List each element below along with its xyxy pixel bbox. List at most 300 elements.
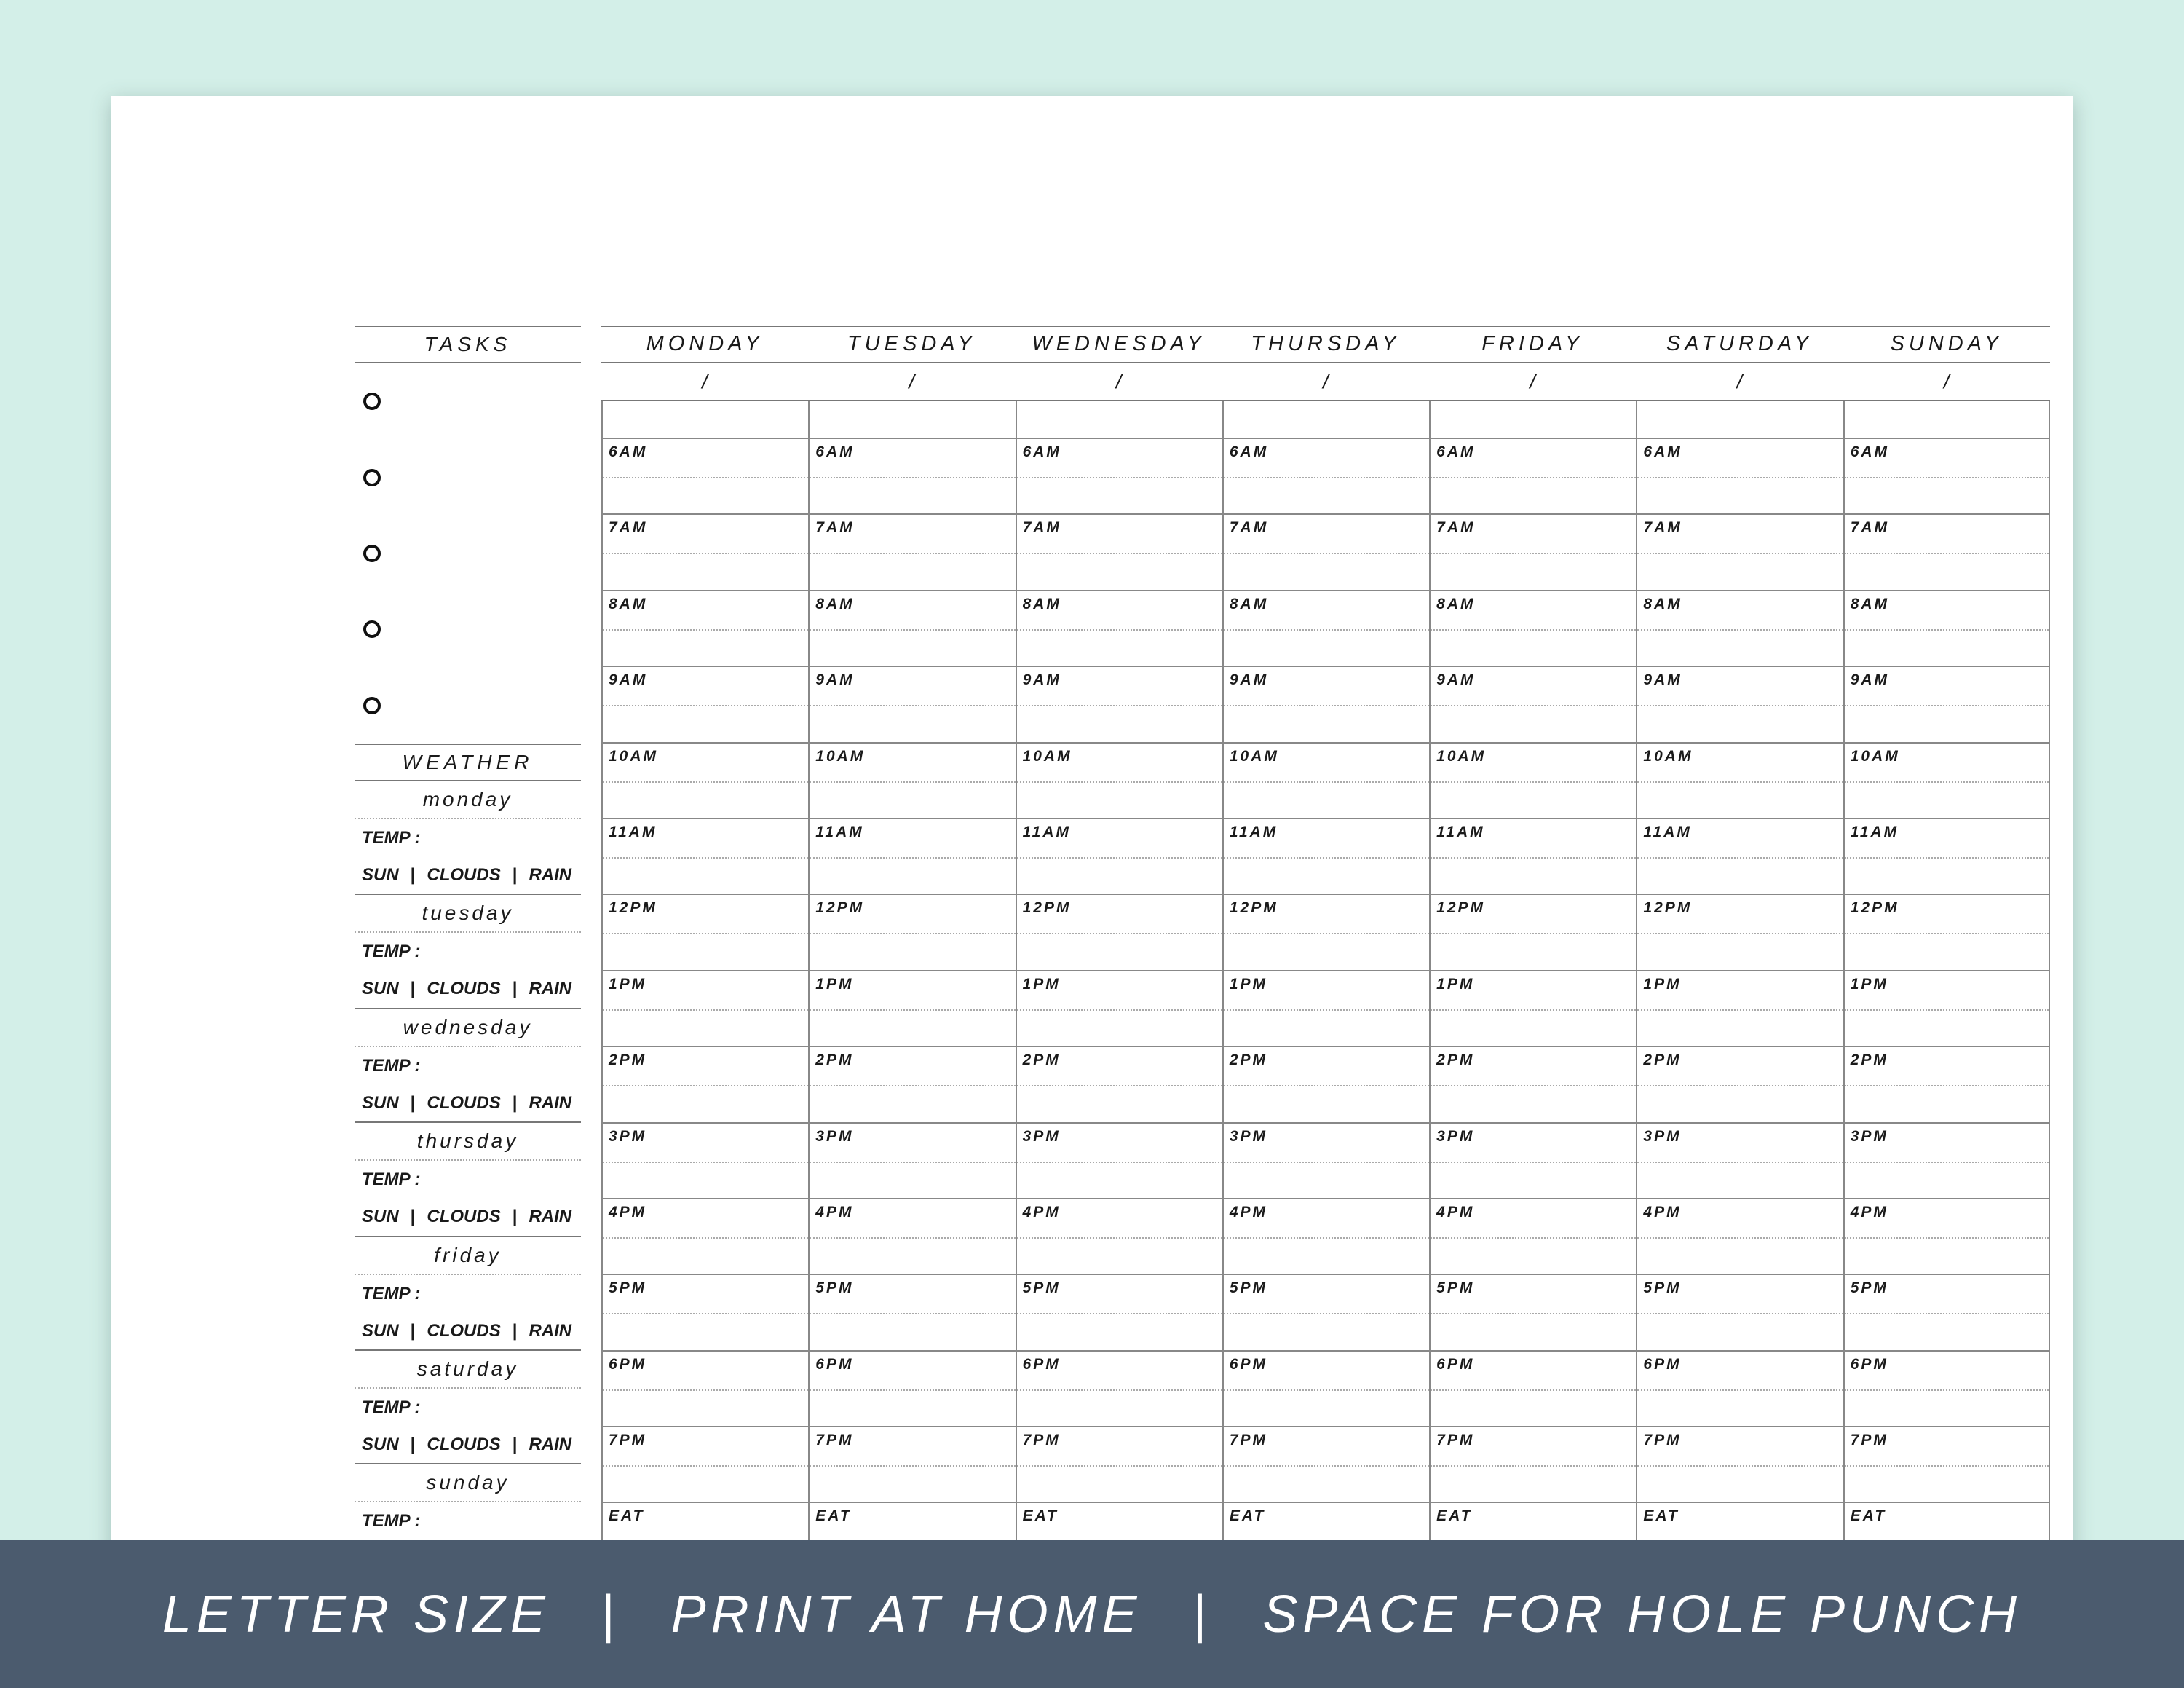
time-slot[interactable] bbox=[1017, 1199, 1222, 1275]
day-column bbox=[1636, 326, 1843, 1576]
blank-slot[interactable] bbox=[1845, 401, 2049, 439]
time-slot[interactable] bbox=[1017, 515, 1222, 591]
checkbox-circle-icon[interactable] bbox=[363, 697, 381, 714]
half-hour-rule bbox=[1224, 933, 1429, 934]
day-column bbox=[601, 326, 808, 1576]
day-column bbox=[1429, 326, 1636, 1576]
half-hour-rule bbox=[1017, 1162, 1222, 1163]
half-hour-rule bbox=[1845, 1389, 2049, 1391]
date-field[interactable]: / bbox=[1016, 363, 1222, 401]
date-field[interactable]: / bbox=[601, 363, 808, 401]
time-slot[interactable] bbox=[810, 971, 1015, 1047]
blank-slot[interactable] bbox=[810, 401, 1015, 439]
time-label: 2PM bbox=[1022, 1052, 1061, 1069]
time-label: 8AM bbox=[815, 595, 855, 612]
time-slot[interactable] bbox=[1017, 591, 1222, 667]
half-hour-rule bbox=[1431, 1313, 1636, 1314]
time-label: 8AM bbox=[1643, 595, 1682, 612]
time-slot[interactable] bbox=[810, 744, 1015, 819]
time-slot[interactable] bbox=[603, 439, 808, 515]
weather-conditions bbox=[355, 1199, 581, 1235]
time-slot[interactable] bbox=[810, 515, 1015, 591]
time-slot[interactable] bbox=[1637, 1047, 1843, 1123]
half-hour-rule bbox=[1224, 553, 1429, 554]
time-slot[interactable] bbox=[603, 591, 808, 667]
weather-day-name: friday bbox=[355, 1237, 581, 1275]
time-label: 4PM bbox=[1436, 1203, 1475, 1220]
time-label: 2PM bbox=[1850, 1052, 1888, 1069]
time-slot[interactable] bbox=[1017, 971, 1222, 1047]
half-hour-rule bbox=[1431, 1465, 1636, 1467]
time-slot[interactable] bbox=[1637, 971, 1843, 1047]
time-slot[interactable] bbox=[603, 667, 808, 743]
condition-option[interactable]: CLOUDS bbox=[427, 865, 501, 885]
time-label: 4PM bbox=[609, 1203, 647, 1220]
half-hour-rule bbox=[810, 477, 1015, 478]
date-field[interactable]: / bbox=[1222, 363, 1429, 401]
time-slot[interactable] bbox=[603, 895, 808, 971]
half-hour-rule bbox=[603, 1389, 808, 1391]
condition-option[interactable]: SUN bbox=[362, 1320, 399, 1341]
condition-option[interactable]: RAIN bbox=[529, 1434, 572, 1454]
time-slot[interactable] bbox=[810, 591, 1015, 667]
time-slot[interactable] bbox=[1637, 1427, 1843, 1503]
time-slot[interactable] bbox=[1431, 667, 1636, 743]
half-hour-rule bbox=[810, 933, 1015, 934]
banner-separator: | bbox=[601, 1585, 620, 1644]
time-slots bbox=[1016, 401, 1222, 1579]
weather-days bbox=[355, 781, 581, 1579]
time-slot[interactable] bbox=[810, 439, 1015, 515]
time-slot[interactable] bbox=[1845, 819, 2049, 895]
time-slot[interactable] bbox=[810, 1124, 1015, 1199]
time-slot[interactable] bbox=[1431, 1275, 1636, 1351]
half-hour-rule bbox=[1845, 553, 2049, 554]
half-hour-rule bbox=[1637, 705, 1843, 706]
blank-slot[interactable] bbox=[1637, 401, 1843, 439]
weather-day-name: thursday bbox=[355, 1123, 581, 1161]
time-slot[interactable] bbox=[1224, 895, 1429, 971]
time-slot[interactable] bbox=[603, 1199, 808, 1275]
time-slot[interactable] bbox=[1845, 1124, 2049, 1199]
time-slot[interactable] bbox=[1845, 971, 2049, 1047]
time-slot[interactable] bbox=[1637, 591, 1843, 667]
half-hour-rule bbox=[1431, 1009, 1636, 1011]
checkbox-circle-icon[interactable] bbox=[363, 469, 381, 486]
time-label: 12PM bbox=[815, 899, 865, 917]
eat-label: EAT bbox=[1850, 1507, 1887, 1525]
time-label: 11AM bbox=[815, 823, 864, 840]
time-slot[interactable] bbox=[1431, 1124, 1636, 1199]
time-slot[interactable] bbox=[1224, 1275, 1429, 1351]
time-slot[interactable] bbox=[1431, 515, 1636, 591]
time-slot[interactable] bbox=[1431, 439, 1636, 515]
temp-label: TEMP : bbox=[362, 1055, 421, 1076]
time-slot[interactable] bbox=[810, 1427, 1015, 1503]
half-hour-rule bbox=[1637, 1237, 1843, 1239]
weather-day-name: saturday bbox=[355, 1351, 581, 1389]
time-label: 10AM bbox=[815, 747, 866, 765]
temp-label: TEMP : bbox=[362, 1511, 421, 1531]
time-label: 1PM bbox=[1229, 975, 1268, 993]
condition-option[interactable]: RAIN bbox=[529, 1320, 572, 1341]
half-hour-rule bbox=[810, 1465, 1015, 1467]
time-label: 5PM bbox=[1022, 1279, 1061, 1297]
half-hour-rule bbox=[810, 781, 1015, 783]
weather-day bbox=[355, 781, 581, 895]
time-label: 5PM bbox=[609, 1279, 647, 1297]
half-hour-rule bbox=[810, 1085, 1015, 1086]
time-slot[interactable] bbox=[1845, 744, 2049, 819]
time-slot[interactable] bbox=[1431, 1047, 1636, 1123]
time-label: 7PM bbox=[1229, 1432, 1268, 1449]
blank-slot[interactable] bbox=[1431, 401, 1636, 439]
time-slot[interactable] bbox=[1637, 1275, 1843, 1351]
half-hour-rule bbox=[1845, 933, 2049, 934]
blank-slot[interactable] bbox=[1224, 401, 1429, 439]
time-slot[interactable] bbox=[1845, 591, 2049, 667]
time-label: 6AM bbox=[1436, 443, 1476, 460]
weather-day-name: wednesday bbox=[355, 1009, 581, 1047]
half-hour-rule bbox=[1224, 857, 1429, 859]
checkbox-circle-icon[interactable] bbox=[363, 393, 381, 410]
time-label: 11AM bbox=[1850, 823, 1899, 840]
date-field[interactable]: / bbox=[808, 363, 1015, 401]
condition-option[interactable]: SUN bbox=[362, 1434, 399, 1454]
time-label: 6AM bbox=[1022, 443, 1061, 460]
task-item bbox=[355, 668, 581, 744]
time-label: 6PM bbox=[1436, 1355, 1475, 1373]
time-slot[interactable] bbox=[1224, 1047, 1429, 1123]
time-label: 6PM bbox=[1850, 1355, 1888, 1373]
time-slot[interactable] bbox=[1845, 895, 2049, 971]
time-slot[interactable] bbox=[1431, 819, 1636, 895]
time-slots bbox=[808, 401, 1015, 1579]
time-slots bbox=[601, 401, 808, 1579]
time-slot[interactable] bbox=[1637, 744, 1843, 819]
half-hour-rule bbox=[1431, 629, 1636, 631]
time-slot[interactable] bbox=[1017, 1352, 1222, 1427]
half-hour-rule bbox=[1017, 705, 1222, 706]
time-slot[interactable] bbox=[810, 1047, 1015, 1123]
time-slot[interactable] bbox=[1017, 1047, 1222, 1123]
condition-option[interactable]: CLOUDS bbox=[427, 1207, 501, 1227]
eat-label: EAT bbox=[1022, 1507, 1059, 1525]
half-hour-rule bbox=[1431, 933, 1636, 934]
time-slot[interactable] bbox=[1017, 819, 1222, 895]
time-slot[interactable] bbox=[603, 819, 808, 895]
half-hour-rule bbox=[1431, 1237, 1636, 1239]
condition-option[interactable]: CLOUDS bbox=[427, 1434, 501, 1454]
time-label: 5PM bbox=[1643, 1279, 1682, 1297]
time-slot[interactable] bbox=[1224, 1427, 1429, 1503]
time-slot[interactable] bbox=[810, 819, 1015, 895]
time-slot[interactable] bbox=[1224, 971, 1429, 1047]
blank-slot[interactable] bbox=[603, 401, 808, 439]
time-label: 3PM bbox=[1850, 1127, 1888, 1145]
time-label: 10AM bbox=[1436, 747, 1487, 765]
weekly-schedule-grid bbox=[601, 326, 2050, 1576]
time-label: 6PM bbox=[1022, 1355, 1061, 1373]
half-hour-rule bbox=[1431, 705, 1636, 706]
time-label: 6AM bbox=[1643, 443, 1682, 460]
time-label: 12PM bbox=[1643, 899, 1693, 917]
half-hour-rule bbox=[1637, 1085, 1843, 1086]
condition-option[interactable]: SUN bbox=[362, 1207, 399, 1227]
time-label: 7PM bbox=[1850, 1432, 1888, 1449]
time-label: 6PM bbox=[815, 1355, 854, 1373]
condition-option[interactable]: SUN bbox=[362, 979, 399, 999]
time-slot[interactable] bbox=[1431, 1352, 1636, 1427]
condition-option[interactable]: RAIN bbox=[529, 979, 572, 999]
weather-day-name: sunday bbox=[355, 1464, 581, 1502]
condition-option[interactable]: RAIN bbox=[529, 1207, 572, 1227]
time-slot[interactable] bbox=[1017, 1124, 1222, 1199]
half-hour-rule bbox=[603, 1009, 808, 1011]
time-slot[interactable] bbox=[1637, 515, 1843, 591]
time-label: 8AM bbox=[609, 595, 648, 612]
time-slot[interactable] bbox=[1845, 439, 2049, 515]
time-label: 7AM bbox=[815, 519, 855, 537]
half-hour-rule bbox=[1017, 553, 1222, 554]
half-hour-rule bbox=[1845, 781, 2049, 783]
time-label: 6PM bbox=[1229, 1355, 1268, 1373]
weather-day-name: tuesday bbox=[355, 895, 581, 933]
half-hour-rule bbox=[1017, 629, 1222, 631]
time-slot[interactable] bbox=[1224, 667, 1429, 743]
time-slot[interactable] bbox=[1845, 1199, 2049, 1275]
time-slot[interactable] bbox=[810, 895, 1015, 971]
time-slot[interactable] bbox=[1845, 667, 2049, 743]
half-hour-rule bbox=[1224, 1009, 1429, 1011]
condition-separator: | bbox=[410, 865, 416, 885]
weather-day-name: monday bbox=[355, 781, 581, 819]
half-hour-rule bbox=[1431, 857, 1636, 859]
time-label: 2PM bbox=[1229, 1052, 1268, 1069]
time-slot[interactable] bbox=[1224, 515, 1429, 591]
eat-label: EAT bbox=[1643, 1507, 1679, 1525]
time-slot[interactable] bbox=[1431, 591, 1636, 667]
time-label: 7AM bbox=[1643, 519, 1682, 537]
half-hour-rule bbox=[1224, 629, 1429, 631]
time-slot[interactable] bbox=[1637, 1124, 1843, 1199]
half-hour-rule bbox=[1017, 1009, 1222, 1011]
half-hour-rule bbox=[1845, 857, 2049, 859]
half-hour-rule bbox=[1845, 1009, 2049, 1011]
half-hour-rule bbox=[1224, 1162, 1429, 1163]
condition-option[interactable]: CLOUDS bbox=[427, 1320, 501, 1341]
time-label: 2PM bbox=[1643, 1052, 1682, 1069]
date-field[interactable]: / bbox=[1429, 363, 1636, 401]
time-label: 7PM bbox=[1643, 1432, 1682, 1449]
half-hour-rule bbox=[1017, 477, 1222, 478]
time-slots bbox=[1636, 401, 1843, 1579]
time-label: 6AM bbox=[815, 443, 855, 460]
time-label: 2PM bbox=[815, 1052, 854, 1069]
time-label: 5PM bbox=[815, 1279, 854, 1297]
time-label: 11AM bbox=[609, 823, 657, 840]
planner-sheet bbox=[111, 96, 2073, 1589]
time-label: 9AM bbox=[609, 671, 648, 689]
temp-label: TEMP : bbox=[362, 1283, 421, 1304]
time-slot[interactable] bbox=[1224, 1199, 1429, 1275]
condition-option[interactable]: RAIN bbox=[529, 1092, 572, 1113]
half-hour-rule bbox=[1224, 1465, 1429, 1467]
time-slot[interactable] bbox=[1845, 515, 2049, 591]
condition-option[interactable]: SUN bbox=[362, 865, 399, 885]
time-label: 7PM bbox=[609, 1432, 647, 1449]
date-field[interactable]: / bbox=[1636, 363, 1843, 401]
time-slot[interactable] bbox=[603, 1427, 808, 1503]
half-hour-rule bbox=[1431, 477, 1636, 478]
time-slot[interactable] bbox=[1637, 667, 1843, 743]
half-hour-rule bbox=[810, 1237, 1015, 1239]
time-label: 1PM bbox=[1436, 975, 1475, 993]
time-label: 8AM bbox=[1022, 595, 1061, 612]
condition-option[interactable]: SUN bbox=[362, 1092, 399, 1113]
time-slot[interactable] bbox=[603, 744, 808, 819]
half-hour-rule bbox=[1431, 1162, 1636, 1163]
time-label: 12PM bbox=[1229, 899, 1278, 917]
day-heading: TUESDAY bbox=[808, 326, 1015, 363]
time-slot[interactable] bbox=[1431, 1427, 1636, 1503]
time-slot[interactable] bbox=[1017, 1427, 1222, 1503]
time-label: 10AM bbox=[1022, 747, 1072, 765]
time-slot[interactable] bbox=[1637, 895, 1843, 971]
time-label: 7AM bbox=[1022, 519, 1061, 537]
condition-separator: | bbox=[410, 1092, 416, 1113]
time-slot[interactable] bbox=[1637, 1199, 1843, 1275]
half-hour-rule bbox=[1017, 933, 1222, 934]
time-slot[interactable] bbox=[603, 1047, 808, 1123]
time-slot[interactable] bbox=[1431, 895, 1636, 971]
task-item bbox=[355, 516, 581, 591]
time-label: 3PM bbox=[815, 1127, 854, 1145]
weather-conditions bbox=[355, 857, 581, 894]
time-label: 9AM bbox=[1850, 671, 1890, 689]
time-slot[interactable] bbox=[1637, 1352, 1843, 1427]
weather-heading: WEATHER bbox=[355, 744, 581, 781]
half-hour-rule bbox=[1017, 1237, 1222, 1239]
half-hour-rule bbox=[1845, 1085, 2049, 1086]
half-hour-rule bbox=[1637, 1465, 1843, 1467]
half-hour-rule bbox=[1845, 705, 2049, 706]
time-slot[interactable] bbox=[1017, 744, 1222, 819]
time-slot[interactable] bbox=[1224, 439, 1429, 515]
weather-day bbox=[355, 1009, 581, 1123]
weather-day bbox=[355, 1123, 581, 1237]
weather-day bbox=[355, 1351, 581, 1464]
time-label: 1PM bbox=[1022, 975, 1061, 993]
weather-day bbox=[355, 895, 581, 1009]
time-label: 11AM bbox=[1022, 823, 1072, 840]
half-hour-rule bbox=[1017, 857, 1222, 859]
half-hour-rule bbox=[1845, 629, 2049, 631]
time-slot[interactable] bbox=[603, 971, 808, 1047]
condition-option[interactable]: RAIN bbox=[529, 865, 572, 885]
condition-option[interactable]: CLOUDS bbox=[427, 1092, 501, 1113]
day-column bbox=[1222, 326, 1429, 1576]
checkbox-circle-icon[interactable] bbox=[363, 545, 381, 562]
time-slot[interactable] bbox=[1017, 667, 1222, 743]
time-label: 3PM bbox=[1229, 1127, 1268, 1145]
time-slot[interactable] bbox=[1431, 971, 1636, 1047]
half-hour-rule bbox=[810, 1009, 1015, 1011]
time-slot[interactable] bbox=[1845, 1427, 2049, 1503]
half-hour-rule bbox=[1017, 781, 1222, 783]
half-hour-rule bbox=[1637, 553, 1843, 554]
time-slot[interactable] bbox=[1224, 1352, 1429, 1427]
time-slot[interactable] bbox=[603, 1275, 808, 1351]
day-column bbox=[808, 326, 1015, 1576]
time-label: 11AM bbox=[1436, 823, 1485, 840]
half-hour-rule bbox=[603, 1465, 808, 1467]
condition-option[interactable]: CLOUDS bbox=[427, 979, 501, 999]
checkbox-circle-icon[interactable] bbox=[363, 620, 381, 638]
time-label: 12PM bbox=[1022, 899, 1072, 917]
banner-item: PRINT AT HOME bbox=[670, 1585, 1142, 1644]
time-slot[interactable] bbox=[810, 1199, 1015, 1275]
time-slot[interactable] bbox=[1224, 819, 1429, 895]
half-hour-rule bbox=[1224, 705, 1429, 706]
condition-separator: | bbox=[410, 979, 416, 999]
time-slot[interactable] bbox=[603, 1124, 808, 1199]
time-slot[interactable] bbox=[1224, 1124, 1429, 1199]
time-slot[interactable] bbox=[1017, 439, 1222, 515]
time-slot[interactable] bbox=[603, 1352, 808, 1427]
half-hour-rule bbox=[1224, 781, 1429, 783]
condition-separator: | bbox=[512, 1320, 518, 1341]
half-hour-rule bbox=[810, 553, 1015, 554]
half-hour-rule bbox=[603, 553, 808, 554]
time-slot[interactable] bbox=[1224, 744, 1429, 819]
time-slot[interactable] bbox=[1224, 591, 1429, 667]
date-field[interactable]: / bbox=[1843, 363, 2050, 401]
eat-label: EAT bbox=[1436, 1507, 1473, 1525]
half-hour-rule bbox=[1637, 1009, 1843, 1011]
time-slot[interactable] bbox=[1637, 439, 1843, 515]
time-slot[interactable] bbox=[1637, 819, 1843, 895]
time-slot[interactable] bbox=[1431, 744, 1636, 819]
time-slot[interactable] bbox=[810, 1352, 1015, 1427]
time-label: 1PM bbox=[609, 975, 647, 993]
feature-banner bbox=[0, 1540, 2184, 1688]
half-hour-rule bbox=[1845, 1465, 2049, 1467]
time-label: 7AM bbox=[1436, 519, 1476, 537]
time-label: 2PM bbox=[1436, 1052, 1475, 1069]
banner-item: LETTER SIZE bbox=[162, 1585, 550, 1644]
time-label: 6AM bbox=[609, 443, 648, 460]
time-label: 7PM bbox=[1022, 1432, 1061, 1449]
time-label: 4PM bbox=[1850, 1203, 1888, 1220]
half-hour-rule bbox=[1017, 1465, 1222, 1467]
weather-conditions bbox=[355, 1427, 581, 1463]
time-label: 6PM bbox=[609, 1355, 647, 1373]
time-slot[interactable] bbox=[1017, 895, 1222, 971]
half-hour-rule bbox=[1431, 1389, 1636, 1391]
time-slot[interactable] bbox=[810, 667, 1015, 743]
time-slot[interactable] bbox=[1845, 1352, 2049, 1427]
time-slot[interactable] bbox=[810, 1275, 1015, 1351]
time-slot[interactable] bbox=[1017, 1275, 1222, 1351]
time-slot[interactable] bbox=[1431, 1199, 1636, 1275]
condition-separator: | bbox=[512, 1434, 518, 1454]
time-slot[interactable] bbox=[1845, 1047, 2049, 1123]
time-label: 3PM bbox=[1643, 1127, 1682, 1145]
time-slot[interactable] bbox=[603, 515, 808, 591]
time-slot[interactable] bbox=[1845, 1275, 2049, 1351]
blank-slot[interactable] bbox=[1017, 401, 1222, 439]
